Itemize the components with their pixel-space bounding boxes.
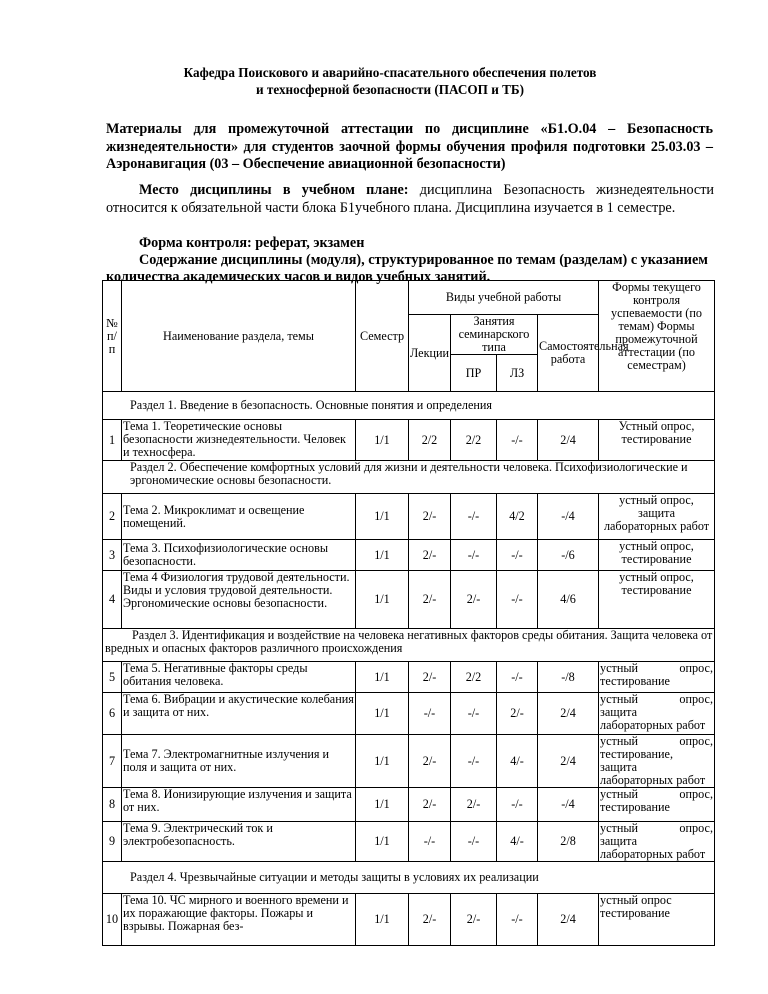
section-3-row: Раздел 3. Идентификация и воздействие на человека негативных факторов среды обитания. Защита человека от вредных и опасных факторов различного происхождения: [103, 629, 715, 662]
row-self: -/6: [538, 540, 599, 571]
discipline-place: [106, 182, 714, 217]
row-self: 2/8: [538, 822, 599, 862]
row-pr: -/-: [451, 494, 497, 540]
table-row: [103, 788, 715, 822]
row-name: Тема 6. Вибрации и акустические колебания и защита от них.: [122, 693, 356, 735]
row-num: 5: [103, 662, 122, 693]
section-2-row: Раздел 2. Обеспечение комфортных условий для жизни и деятельности человека. Психофизиологические и эргономические основы безопасности.: [103, 461, 715, 494]
curriculum-table: [102, 280, 715, 946]
row-pr: 2/-: [451, 571, 497, 629]
discipline-place-text: дисциплина Безопасность жизнедеятельности относится к обязательной части блока Б1учебного плана. Дисциплина изучается в 1 семестре.: [106, 182, 714, 216]
row-num: 10: [103, 894, 122, 946]
row-lectures: 2/2: [409, 420, 451, 461]
row-self: -/4: [538, 494, 599, 540]
table-row: [103, 662, 715, 693]
table-row: [103, 420, 715, 461]
header-pr: ПР: [451, 355, 497, 392]
row-semester: 1/1: [356, 420, 409, 461]
row-lectures: 2/-: [409, 788, 451, 822]
row-form: устный опрос, защита лабораторных работ: [599, 693, 715, 735]
row-lz: 4/2: [497, 494, 538, 540]
header-lectures: Лекции: [409, 315, 451, 392]
table-row: [103, 735, 715, 788]
row-form: устный опрос, тестирование: [599, 788, 715, 822]
table-row: [103, 693, 715, 735]
row-form: устный опрос, защита лабораторных работ: [599, 494, 715, 540]
row-semester: 1/1: [356, 494, 409, 540]
row-self: 2/4: [538, 420, 599, 461]
row-form: Устный опрос, тестирование: [599, 420, 715, 461]
row-form: устный опрос, тестирование: [599, 540, 715, 571]
table-row: [103, 494, 715, 540]
row-semester: 1/1: [356, 662, 409, 693]
header-seminars: Занятия семинарского типа: [451, 315, 538, 355]
header-types: Виды учебной работы: [409, 281, 599, 315]
row-form: устный опрос, тестирование, защита лабораторных работ: [600, 734, 714, 787]
row-lectures: 2/-: [409, 894, 451, 946]
row-name: Тема 7. Электромагнитные излучения и поля и защита от них.: [122, 735, 356, 788]
row-name: Тема 5. Негативные факторы среды обитания человека.: [122, 662, 356, 693]
row-lectures: -/-: [409, 693, 451, 735]
row-num: 2: [103, 494, 122, 540]
row-pr: -/-: [451, 735, 497, 788]
row-lectures: 2/-: [409, 540, 451, 571]
department-heading: [100, 64, 680, 98]
row-name: Тема 4 Физиология трудовой деятельности. Виды и условия трудовой деятельности. Эргономические основы безопасности.: [122, 571, 356, 629]
row-pr: -/-: [451, 822, 497, 862]
row-num: 4: [103, 571, 122, 629]
row-self: 2/4: [538, 693, 599, 735]
row-name: Тема 3. Психофизиологические основы безопасности.: [122, 540, 356, 571]
row-pr: 2/-: [451, 788, 497, 822]
content-heading: Содержание дисциплины (модуля), структурированное по темам (разделам) с указанием количества академических часов и видов учебных занятий.: [106, 252, 708, 285]
row-lz: 2/-: [497, 693, 538, 735]
row-form: устный опрос тестирование: [599, 894, 715, 946]
row-self: 2/4: [538, 894, 599, 946]
row-num: 3: [103, 540, 122, 571]
row-lectures: -/-: [409, 822, 451, 862]
row-num: 9: [103, 822, 122, 862]
row-semester: 1/1: [356, 693, 409, 735]
row-self: -/4: [538, 788, 599, 822]
row-name: Тема 9. Электрический ток и электробезопасность.: [122, 822, 356, 862]
row-pr: 2/2: [451, 420, 497, 461]
row-lz: -/-: [497, 788, 538, 822]
row-pr: -/-: [451, 540, 497, 571]
row-semester: 1/1: [356, 894, 409, 946]
row-form: устный опрос, тестирование: [599, 662, 715, 693]
row-self: 2/4: [538, 735, 599, 788]
row-lz: -/-: [497, 662, 538, 693]
discipline-place-label: Место дисциплины в учебном плане:: [139, 182, 409, 198]
row-pr: 2/-: [451, 894, 497, 946]
materials-title: Материалы для промежуточной аттестации по дисциплине «Б1.О.04 – Безопасность жизнедеятельности» для студентов заочной формы обучения профиля подготовки 25.03.03 – Аэронавигация (03 – Обеспечение авиационной безопасности): [106, 121, 713, 172]
row-semester: 1/1: [356, 788, 409, 822]
row-pr: 2/2: [451, 662, 497, 693]
row-num: 8: [103, 788, 122, 822]
header-semester: Семестр: [356, 281, 409, 392]
department-line-1: Кафедра Поискового и аварийно-спасательного обеспечения полетов: [183, 65, 597, 80]
row-num: 1: [103, 420, 122, 461]
row-pr: -/-: [451, 693, 497, 735]
header-self: Самостоятельная работа: [538, 315, 599, 392]
row-lectures: 2/-: [409, 494, 451, 540]
row-num: 6: [103, 693, 122, 735]
row-form: устный опрос, защита лабораторных работ: [600, 821, 714, 861]
row-lz: -/-: [497, 540, 538, 571]
table-row: [103, 894, 715, 946]
row-name: Тема 1. Теоретические основы безопасности жизнедеятельности. Человек и техносфера.: [122, 420, 356, 461]
row-semester: 1/1: [356, 822, 409, 862]
row-name: Тема 8. Ионизирующие излучения и защита от них.: [122, 788, 356, 822]
table-row: [103, 822, 715, 862]
row-lz: 4/-: [497, 822, 538, 862]
header-name: Наименование раздела, темы: [122, 281, 356, 392]
row-semester: 1/1: [356, 540, 409, 571]
row-semester: 1/1: [356, 735, 409, 788]
department-line-2: и техносферной безопасности (ПАСОП и ТБ): [255, 82, 525, 97]
row-self: 4/6: [538, 571, 599, 629]
row-name: Тема 2. Микроклимат и освещение помещений.: [122, 494, 356, 540]
row-lectures: 2/-: [409, 662, 451, 693]
row-semester: 1/1: [356, 571, 409, 629]
table-row: [103, 571, 715, 629]
row-lectures: 2/-: [409, 571, 451, 629]
row-lz: 4/-: [497, 735, 538, 788]
row-lz: -/-: [497, 420, 538, 461]
table-row: [103, 540, 715, 571]
row-num: 7: [103, 735, 122, 788]
header-forms: Формы текущего контроля успеваемости (по темам) Формы промежуточной аттестации (по семестрам): [599, 281, 715, 392]
section-4-row: Раздел 4. Чрезвычайные ситуации и методы защиты в условиях их реализации: [103, 862, 715, 894]
row-lectures: 2/-: [409, 735, 451, 788]
row-lz: -/-: [497, 571, 538, 629]
header-lz: ЛЗ: [497, 355, 538, 392]
control-form: Форма контроля: реферат, экзамен: [139, 235, 365, 251]
row-self: -/8: [538, 662, 599, 693]
header-num: № п/п: [103, 281, 122, 392]
row-form: устный опрос, тестирование: [599, 571, 715, 629]
row-name: Тема 10. ЧС мирного и военного времени и их поражающие факторы. Пожары и взрывы. Пожарная без-: [122, 894, 356, 946]
row-lz: -/-: [497, 894, 538, 946]
section-1-row: Раздел 1. Введение в безопасность. Основные понятия и определения: [103, 392, 715, 420]
